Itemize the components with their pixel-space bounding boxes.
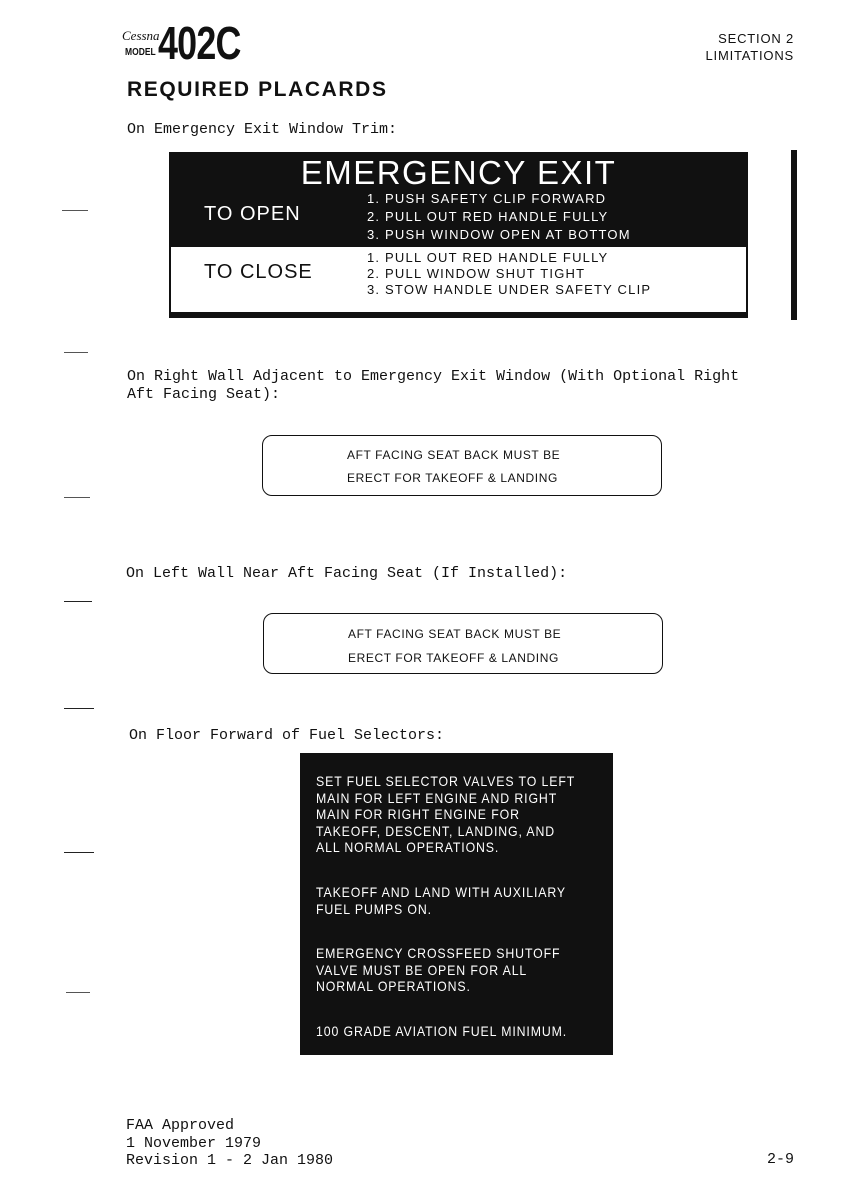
fuel-line: NORMAL OPERATIONS. — [316, 978, 471, 995]
model-number: 402C — [158, 17, 241, 69]
placard-location-fuel-selectors: On Floor Forward of Fuel Selectors: — [129, 727, 445, 744]
open-step: 1. PUSH SAFETY CLIP FORWARD — [367, 191, 607, 206]
close-step: 2. PULL WINDOW SHUT TIGHT — [367, 266, 586, 281]
scan-mark — [66, 992, 90, 993]
brand-logo: Cessna — [122, 28, 160, 43]
placard-location-right-wall — [127, 368, 739, 404]
model-label: MODEL — [125, 47, 156, 58]
seat-back-placard-right — [262, 435, 662, 496]
placard-location-exit-window: On Emergency Exit Window Trim: — [127, 121, 398, 138]
placard-text-line: AFT FACING SEAT BACK MUST BE — [348, 627, 562, 641]
fuel-line: MAIN FOR RIGHT ENGINE FOR — [316, 806, 520, 823]
close-step: 1. PULL OUT RED HANDLE FULLY — [367, 250, 609, 265]
scan-mark — [64, 852, 94, 853]
open-step: 3. PUSH WINDOW OPEN AT BOTTOM — [367, 227, 631, 242]
scan-mark — [64, 497, 90, 498]
open-step: 2. PULL OUT RED HANDLE FULLY — [367, 209, 609, 224]
exit-placard-heading: EMERGENCY EXIT — [300, 154, 617, 191]
fuel-instruction-paragraph — [316, 773, 606, 856]
revision-bar — [791, 150, 797, 320]
seat-back-placard-left — [263, 613, 663, 674]
exit-placard-bottom-rule — [171, 312, 746, 316]
scan-mark — [64, 708, 94, 709]
to-close-label: TO CLOSE — [204, 261, 313, 283]
fuel-instruction-paragraph — [316, 884, 606, 917]
to-open-label: TO OPEN — [204, 203, 301, 225]
footer-approval — [126, 1117, 333, 1170]
section-number: SECTION 2 — [718, 31, 794, 46]
section-name: LIMITATIONS — [705, 48, 794, 63]
fuel-line: FUEL PUMPS ON. — [316, 900, 432, 917]
scan-mark — [64, 601, 92, 602]
fuel-line: TAKEOFF, DESCENT, LANDING, AND — [316, 822, 556, 839]
exit-placard-top-panel — [171, 154, 746, 247]
location-line: On Right Wall Adjacent to Emergency Exit Window (With Optional Right — [127, 368, 740, 385]
fuel-selector-placard — [300, 753, 613, 1055]
footer-line: 1 November 1979 — [126, 1134, 262, 1152]
fuel-line: SET FUEL SELECTOR VALVES TO LEFT — [316, 773, 576, 789]
footer-line: FAA Approved — [126, 1117, 235, 1134]
fuel-line: 100 GRADE AVIATION FUEL MINIMUM. — [316, 1023, 568, 1039]
placard-text-line: AFT FACING SEAT BACK MUST BE — [347, 448, 561, 462]
placard-text-line: ERECT FOR TAKEOFF & LANDING — [347, 471, 558, 485]
section-header — [706, 30, 795, 64]
close-step: 3. STOW HANDLE UNDER SAFETY CLIP — [367, 282, 652, 297]
emergency-exit-placard — [169, 152, 748, 318]
close-steps-list — [367, 250, 651, 298]
page-title: REQUIRED PLACARDS — [127, 78, 388, 101]
open-steps-list — [367, 190, 631, 244]
location-line: Aft Facing Seat): — [127, 386, 281, 403]
fuel-instruction-paragraph — [316, 945, 606, 995]
scan-mark — [64, 352, 88, 353]
page-number: 2-9 — [766, 1151, 794, 1168]
placard-location-left-wall: On Left Wall Near Aft Facing Seat (If Installed): — [126, 565, 568, 582]
fuel-line: EMERGENCY CROSSFEED SHUTOFF — [316, 945, 561, 961]
fuel-line: ALL NORMAL OPERATIONS. — [316, 839, 500, 856]
footer-line: Revision 1 - 2 Jan 1980 — [126, 1152, 334, 1169]
fuel-instruction-paragraph — [316, 1023, 606, 1040]
fuel-line: VALVE MUST BE OPEN FOR ALL — [316, 961, 528, 978]
fuel-line: MAIN FOR LEFT ENGINE AND RIGHT — [316, 789, 558, 806]
fuel-line: TAKEOFF AND LAND WITH AUXILIARY — [316, 884, 567, 900]
placard-text-line: ERECT FOR TAKEOFF & LANDING — [348, 651, 559, 665]
scan-mark — [62, 210, 88, 211]
